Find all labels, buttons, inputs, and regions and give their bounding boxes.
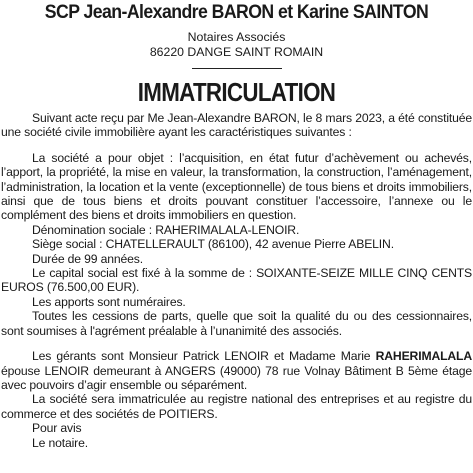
notice-title: IMMATRICULATION [137, 77, 336, 107]
managers-bold-name: RAHERIMALALA [375, 349, 472, 364]
paragraph-registration: La société sera immatriculée au registre national des entreprises et au registre du commerce et des sociétés de POITIERS. [1, 392, 472, 421]
paragraph-managers [1, 349, 472, 392]
divider [192, 68, 282, 69]
firm-role: Notaires Associés [187, 30, 286, 44]
paragraph-transfers: Toutes les cessions de parts, quelle que soit la qualité du ou des cessionnaires, sont soumises à l'agrément préalable à l’unanimité des associés. [1, 309, 472, 338]
paragraph-name: Dénomination sociale : RAHERIMALALA-LENOIR. [32, 222, 300, 237]
firm-name: SCP Jean-Alexandre BARON et Karine SAINTON [44, 2, 429, 23]
paragraph-constitution: Suivant acte reçu par Me Jean-Alexandre BARON, le 8 mars 2023, a été constituée une société civile immobilière ayant les caractéristiques suivantes : [1, 111, 472, 140]
managers-text-start: Les gérants sont Monsieur Patrick LENOIR et Madame Marie [32, 349, 376, 364]
paragraph-for-notice: Pour avis [32, 421, 82, 436]
paragraph-object: La société a pour objet : l’acquisition, en état futur d’achèvement ou achevés, l’apport, la propriété, la mise en valeur, la transformation, la construction, l’aménagement, l’administration, la location et la vente (exceptionnelle) de tous biens et droits immobiliers, ainsi que de tous biens et droits pouvant constituer l’accessoire, l’annexe ou le complément des biens et droits immobiliers en question. [1, 150, 472, 223]
paragraph-contributions: Les apports sont numéraires. [32, 294, 186, 309]
notice-body [1, 111, 472, 450]
firm-address: 86220 DANGE SAINT ROMAIN [149, 45, 324, 59]
paragraph-capital: Le capital social est fixé à la somme de : SOIXANTE-SEIZE MILLE CINQ CENTS EUROS (76.500,00 EUR). [1, 266, 472, 295]
paragraph-signature: Le notaire. [32, 435, 88, 450]
paragraph-head-office: Siège social : CHATELLERAULT (86100), 42 avenue Pierre ABELIN. [32, 237, 394, 252]
managers-text-end: épouse LENOIR demeurant à ANGERS (49000) 78 rue Volnay Bâtiment B 5ème étage avec pouvoirs d’agir ensemble ou séparément. [1, 363, 472, 392]
paragraph-duration: Durée de 99 années. [32, 251, 143, 266]
